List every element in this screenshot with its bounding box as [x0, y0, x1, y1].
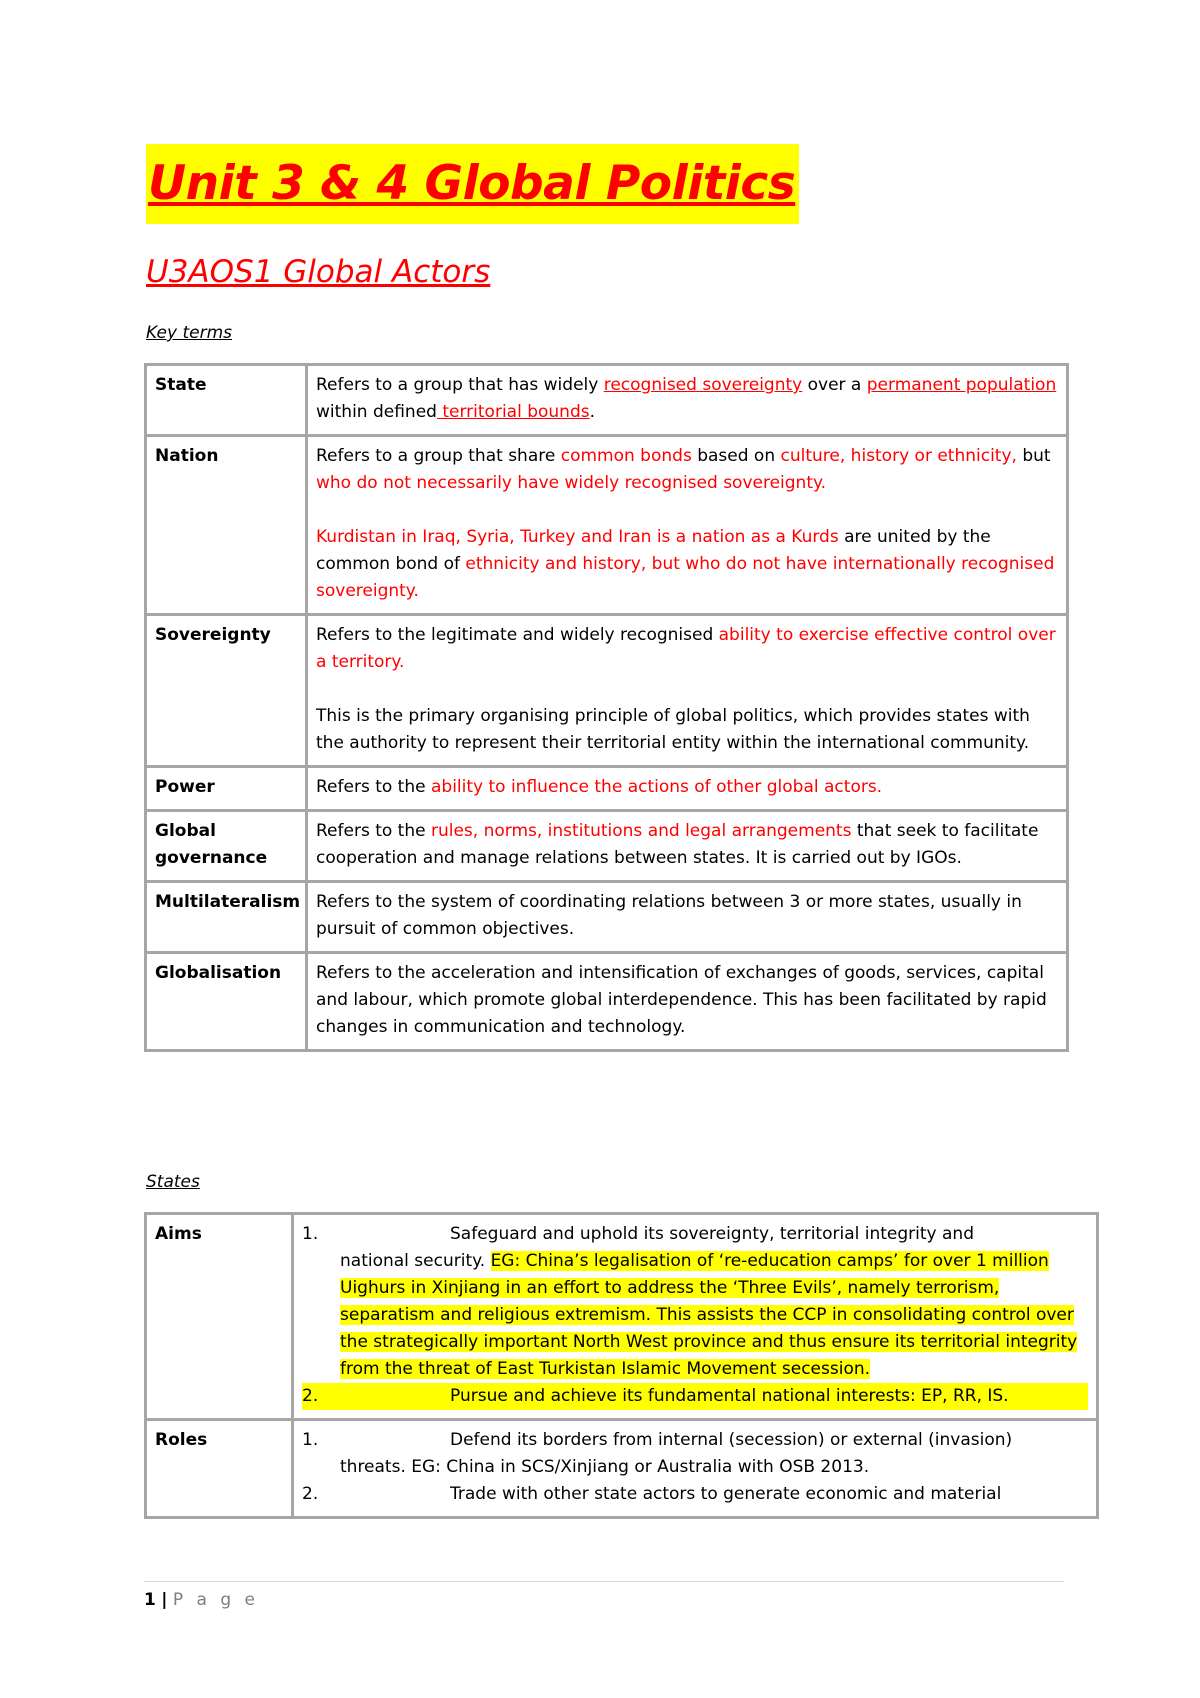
table-row	[146, 811, 1068, 882]
table-row	[146, 953, 1068, 1051]
definition-cell: Refers to the system of coordinating relations between 3 or more states, usually in pursuit of common objectives.	[307, 882, 1068, 953]
term-cell: Aims	[146, 1214, 293, 1420]
key-terms-table	[144, 363, 1069, 1052]
states-table	[144, 1212, 1099, 1519]
footer-divider	[144, 1581, 1064, 1582]
table-row	[146, 1420, 1098, 1518]
page-footer	[144, 1588, 259, 1612]
page-number: 1	[144, 1590, 156, 1610]
definition-cell: Refers to the rules, norms, institutions and legal arrangements that seek to facilitate cooperation and manage relations between states. It is carried out by IGOs.	[307, 811, 1068, 882]
table-row	[146, 365, 1068, 436]
table-row	[146, 882, 1068, 953]
term-cell: Power	[146, 767, 307, 811]
table-row	[146, 767, 1068, 811]
key-terms-label: Key terms	[146, 323, 232, 343]
list-number: 1.	[302, 1430, 319, 1450]
term-cell: Roles	[146, 1420, 293, 1518]
page-word: P a g e	[172, 1590, 260, 1610]
definition-cell: Refers to the acceleration and intensification of exchanges of goods, services, capital and labour, which promote global interdependence. This has been facilitated by rapid changes in communication and technology.	[307, 953, 1068, 1051]
table-row	[146, 1214, 1098, 1420]
document-title: Unit 3 & 4 Global Politics	[146, 144, 799, 224]
states-label: States	[146, 1172, 200, 1192]
definition-cell: Refers to the ability to influence the actions of other global actors.	[307, 767, 1068, 811]
list-number: 2.	[302, 1484, 319, 1504]
definition-cell: Refers to the legitimate and widely recognised ability to exercise effective control over a territory. This is the primary organising principle of global politics, which provides states with the authority to represent their territorial entity within the international community.	[307, 615, 1068, 767]
table-row	[146, 436, 1068, 615]
list-number: 2.	[302, 1386, 319, 1406]
list-item: 1. Safeguard and uphold its sovereignty, territorial integrity and national security. EG: China’s legalisation of ‘re-education camps’ for over 1 million Uighurs in Xinjiang in an effort to address the ‘Three Evils’, namely terrorism, separatism and religious extremism. This assists the CCP in consolidating control over the strategically important North West province and thus ensure its territorial integrity from the threat of East Turkistan Islamic Movement secession.	[302, 1221, 1088, 1383]
term-cell: Sovereignty	[146, 615, 307, 767]
list-item: 2. Trade with other state actors to generate economic and material	[302, 1481, 1088, 1508]
footer-separator: |	[161, 1590, 168, 1610]
term-cell: Multilateralism	[146, 882, 307, 953]
term-cell: Nation	[146, 436, 307, 615]
term-cell: State	[146, 365, 307, 436]
term-cell: Global governance	[146, 811, 307, 882]
term-cell: Globalisation	[146, 953, 307, 1051]
section-heading: U3AOS1 Global Actors	[146, 254, 491, 290]
list-number: 1.	[302, 1224, 319, 1244]
list-cell	[293, 1214, 1098, 1420]
list-item: 1. Defend its borders from internal (secession) or external (invasion) threats. EG: China in SCS/Xinjiang or Australia with OSB 2013.	[302, 1427, 1088, 1481]
list-cell	[293, 1420, 1098, 1518]
table-row	[146, 615, 1068, 767]
definition-cell: Refers to a group that has widely recognised sovereignty over a permanent population within defined territorial bounds.	[307, 365, 1068, 436]
definition-cell: Refers to a group that share common bonds based on culture, history or ethnicity, but who do not necessarily have widely recognised sovereignty. Kurdistan in Iraq, Syria, Turkey and Iran is a nation as a Kurds are united by the common bond of ethnicity and history, but who do not have internationally recognised sovereignty.	[307, 436, 1068, 615]
list-item: 2. Pursue and achieve its fundamental national interests: EP, RR, IS.	[302, 1383, 1088, 1410]
